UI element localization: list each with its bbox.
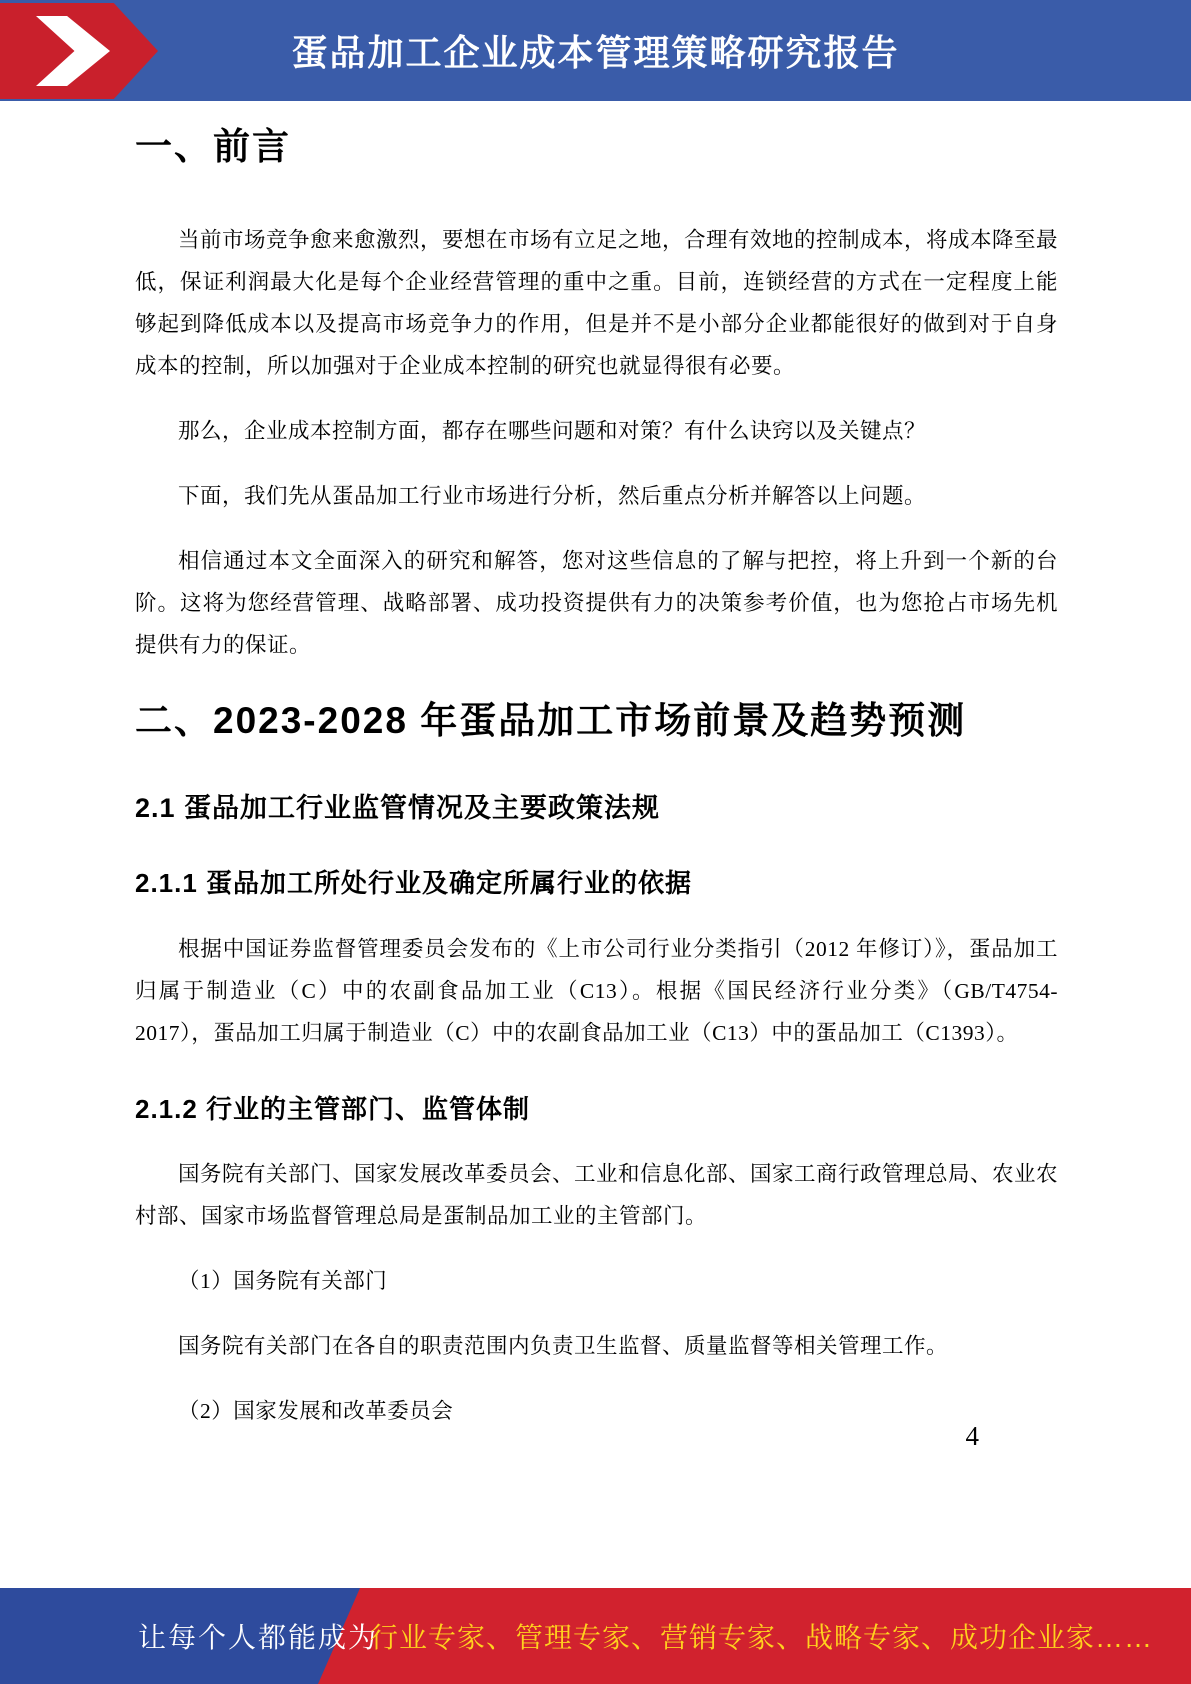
paragraph-industry-classification: 根据中国证券监督管理委员会发布的《上市公司行业分类指引（2012 年修订）》，蛋品加工归属于制造业（C）中的农副食品加工业（C13）。根据《国民经济行业分类》（GB/T4754-2017），蛋品加工归属于制造业（C）中的农副食品加工业（C13）中的蛋品加工（C1393）。 bbox=[135, 936, 1058, 1045]
paragraph-conclusion: 相信通过本文全面深入的研究和解答，您对这些信息的了解与把控，将上升到一个新的台阶。这将为您经营管理、战略部署、成功投资提供有力的决策参考价值，也为您抢占市场先机提供有力的保证。 bbox=[135, 548, 1058, 657]
heading-2-1-1: 2.1.1 蛋品加工所处行业及确定所属行业的依据 bbox=[135, 868, 693, 899]
footer-slogan-right: 行业专家、管理专家、营销专家、战略专家、成功企业家…… bbox=[370, 1622, 1154, 1653]
document-content bbox=[135, 126, 1058, 1455]
page-number: 4 bbox=[965, 1421, 979, 1451]
page-title: 蛋品加工企业成本管理策略研究报告 bbox=[291, 32, 900, 73]
paragraph-next: 下面，我们先从蛋品加工行业市场进行分析，然后重点分析并解答以上问题。 bbox=[178, 483, 927, 508]
chevron-right-icon bbox=[36, 16, 110, 86]
paragraph-supervising-departments: 国务院有关部门、国家发展改革委员会、工业和信息化部、国家工商行政管理总局、农业农村部、国家市场监督管理总局是蛋制品加工业的主管部门。 bbox=[135, 1161, 1059, 1228]
header-banner bbox=[0, 0, 1191, 101]
paragraph-intro: 当前市场竞争愈来愈激烈，要想在市场有立足之地，合理有效地的控制成本，将成本降至最低，保证利润最大化是每个企业经营管理的重中之重。目前，连锁经营的方式在一定程度上能够起到降低成本以及提高市场竞争力的作用，但是并不是小部分企业都能很好的做到对于自身成本的控制，所以加强对于企业成本控制的研究也就显得很有必要。 bbox=[135, 227, 1059, 378]
paragraph-item-2: （2）国家发展和改革委员会 bbox=[178, 1398, 454, 1423]
paragraph-item-1-desc: 国务院有关部门在各自的职责范围内负责卫生监督、质量监督等相关管理工作。 bbox=[178, 1333, 949, 1358]
footer-slogan-left: 让每个人都能成为 bbox=[138, 1622, 379, 1653]
footer-banner bbox=[0, 1588, 1191, 1684]
paragraph-item-1: （1）国务院有关部门 bbox=[178, 1268, 388, 1293]
heading-2-1-2: 2.1.2 行业的主管部门、监管体制 bbox=[135, 1093, 531, 1124]
paragraph-question: 那么，企业成本控制方面，都存在哪些问题和对策？有什么诀窍以及关键点？ bbox=[178, 418, 927, 443]
heading-2-1: 2.1 蛋品加工行业监管情况及主要政策法规 bbox=[135, 793, 661, 824]
heading-market-forecast: 二、2023-2028 年蛋品加工市场前景及趋势预测 bbox=[135, 699, 967, 741]
heading-foreword: 一、前言 bbox=[135, 126, 291, 167]
